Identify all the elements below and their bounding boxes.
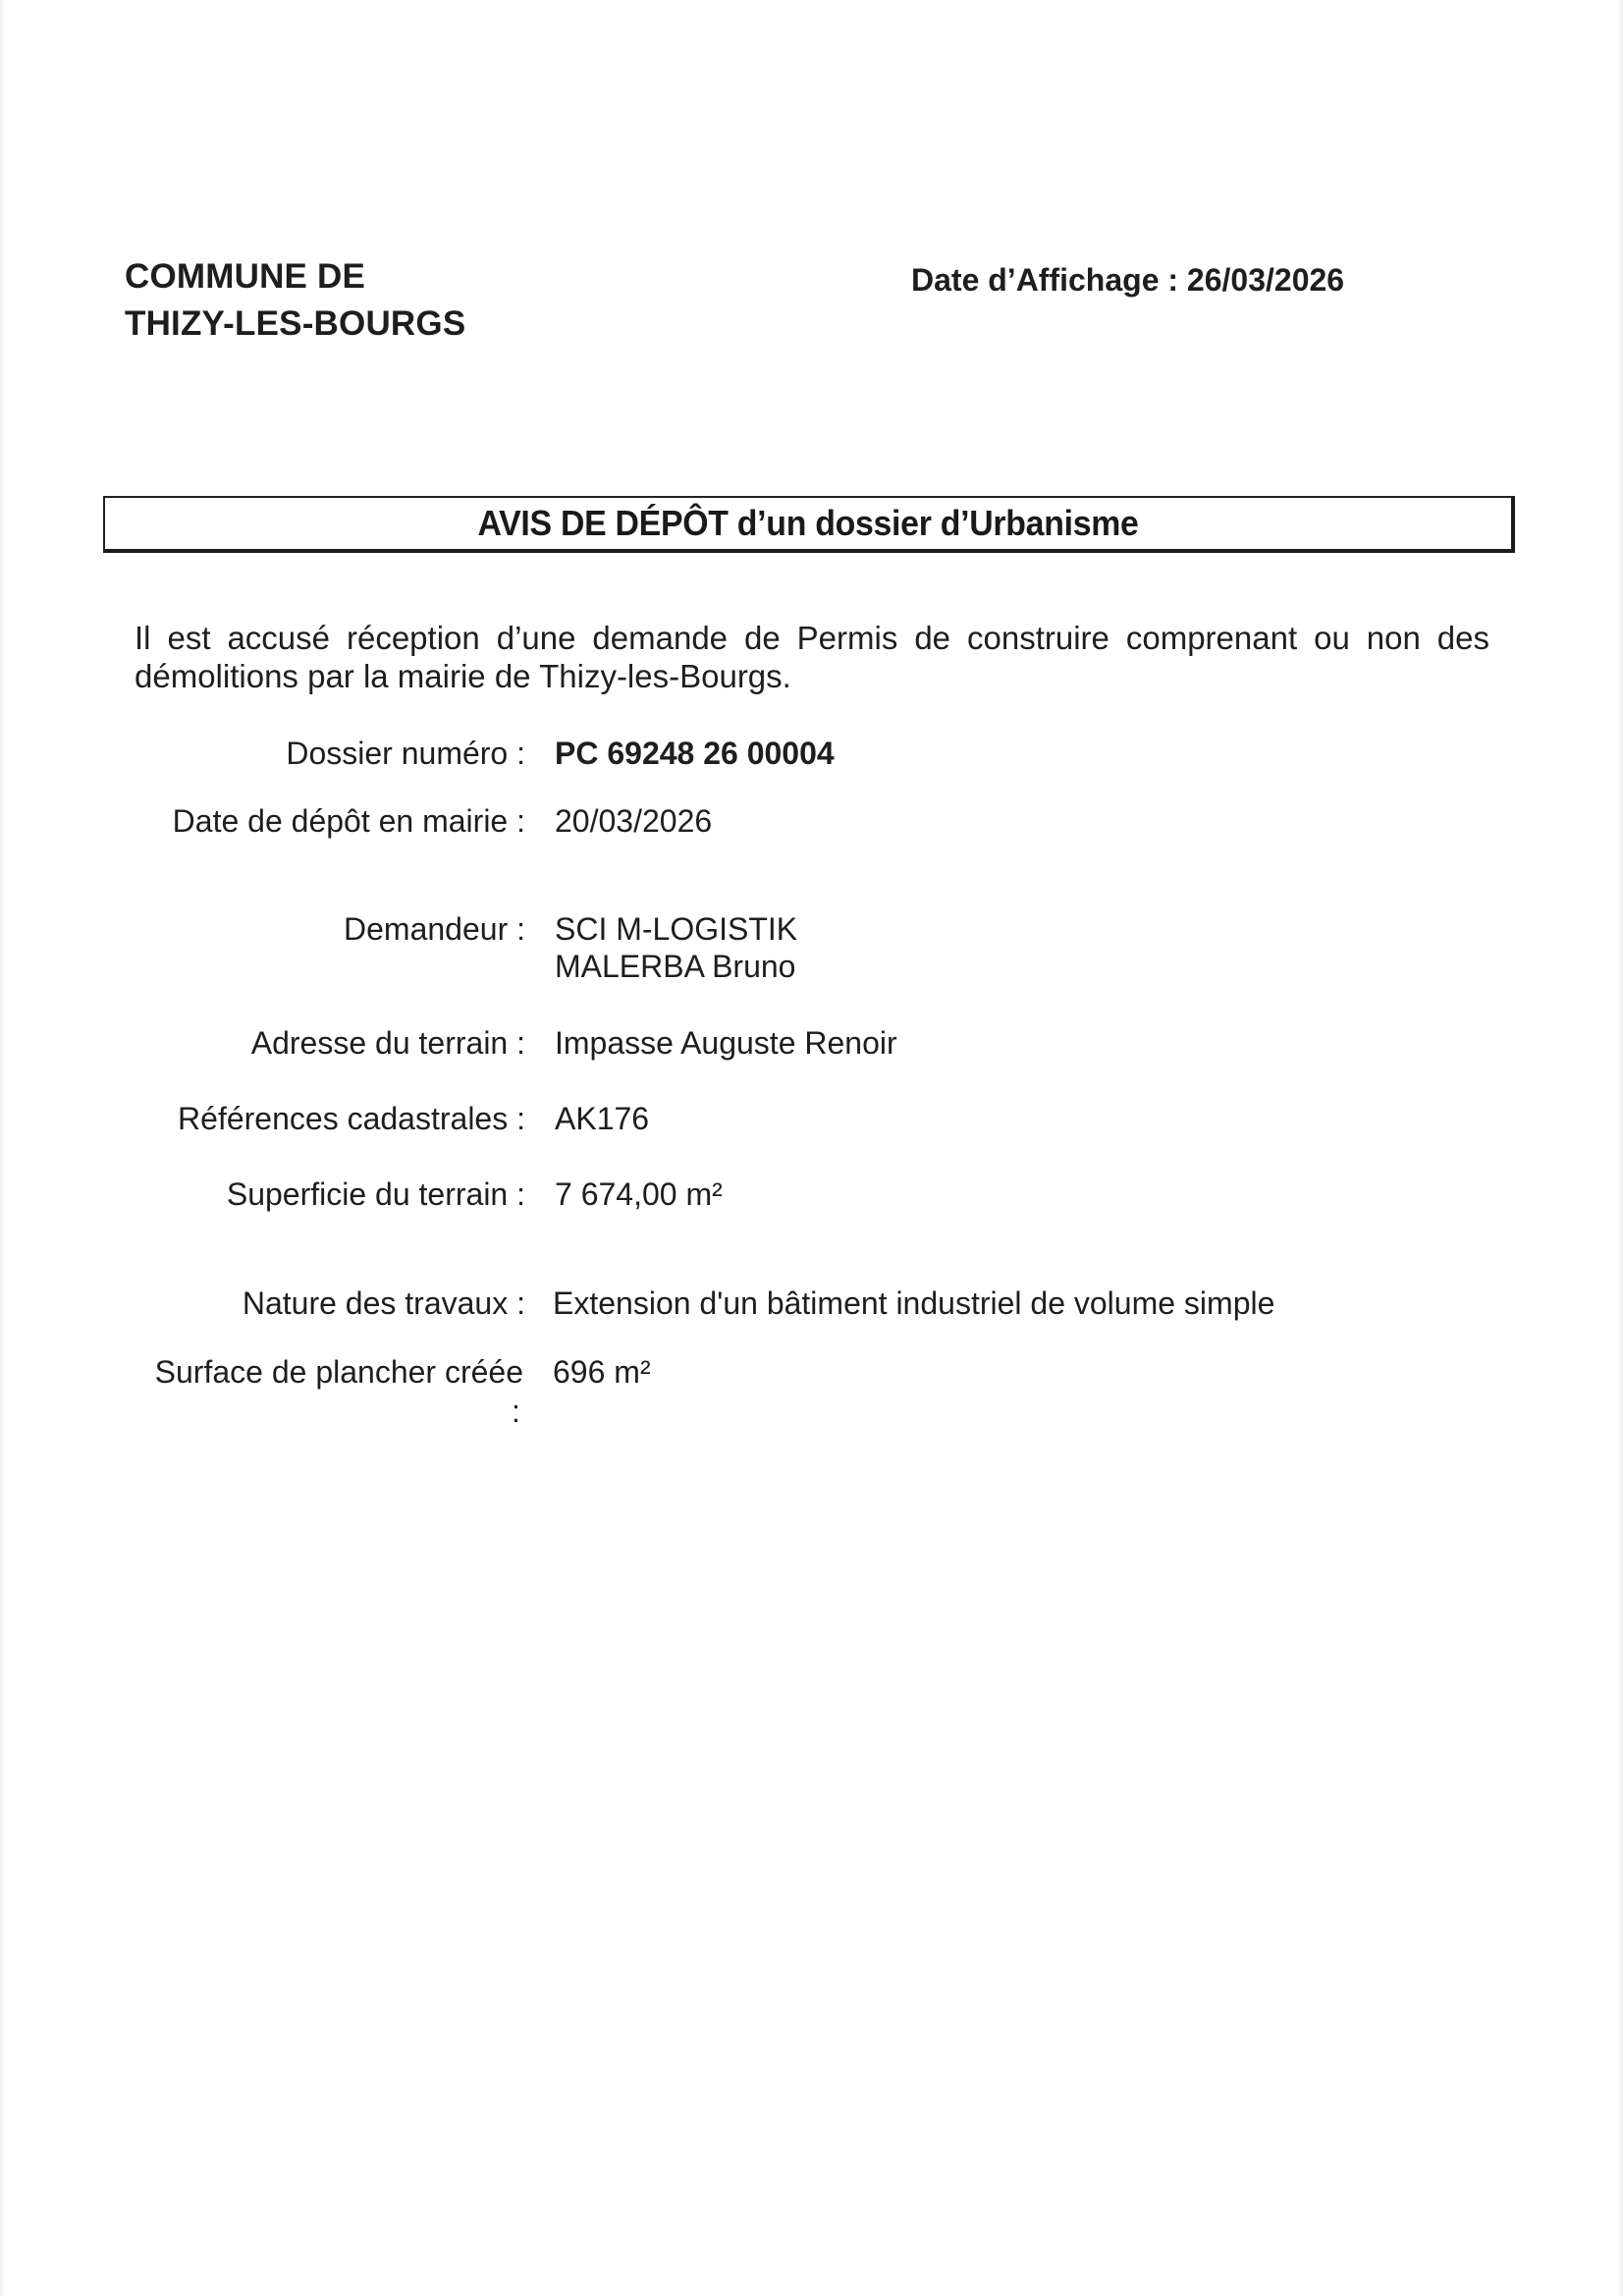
field-value-surface-plancher: 696 m² — [553, 1354, 651, 1390]
field-label-date-depot: Date de dépôt en mairie : — [172, 803, 525, 839]
commune-name — [125, 253, 465, 348]
demandeur-line-2: MALERBA Bruno — [555, 949, 796, 984]
field-value-date-depot: 20/03/2026 — [555, 803, 713, 839]
field-label-dossier: Dossier numéro : — [286, 736, 525, 771]
intro-paragraph — [135, 619, 1489, 695]
page-title: AVIS DE DÉPÔT d’un dossier d’Urbanisme — [477, 503, 1139, 543]
title-box — [103, 496, 1515, 553]
field-label-surface-plancher-colon: : — [512, 1394, 520, 1429]
commune-line2: THIZY-LES-BOURGS — [125, 304, 466, 343]
field-label-surface-plancher: Surface de plancher créée — [154, 1354, 523, 1390]
demandeur-line-1: SCI M-LOGISTIK — [555, 911, 798, 947]
commune-line1: COMMUNE DE — [125, 257, 366, 296]
scan-edge-right — [1618, 0, 1623, 2296]
date-affichage-value: 26/03/2026 — [1186, 262, 1345, 298]
field-label-demandeur: Demandeur : — [344, 911, 525, 947]
field-value-superficie: 7 674,00 m² — [555, 1176, 723, 1212]
field-value-nature: Extension d'un bâtiment industriel de volume simple — [553, 1285, 1275, 1321]
field-label-superficie: Superficie du terrain : — [226, 1176, 525, 1212]
field-label-adresse: Adresse du terrain : — [250, 1025, 525, 1061]
scan-edge-left — [0, 0, 6, 2296]
field-value-dossier: PC 69248 26 00004 — [555, 736, 835, 771]
intro-line-1: Il est accusé réception d’une demande de Permis de construire comprenant ou non des — [135, 620, 1489, 656]
field-label-nature: Nature des travaux : — [242, 1285, 525, 1321]
intro-line-2: démolitions par la mairie de Thizy-les-Bourgs. — [135, 658, 791, 694]
field-value-adresse: Impasse Auguste Renoir — [555, 1025, 897, 1061]
date-affichage-label: Date d’Affichage : — [911, 262, 1179, 298]
field-value-cadastre: AK176 — [555, 1101, 650, 1136]
field-label-cadastre: Références cadastrales : — [178, 1101, 525, 1136]
field-value-demandeur — [555, 910, 797, 985]
date-affichage — [911, 260, 1344, 300]
